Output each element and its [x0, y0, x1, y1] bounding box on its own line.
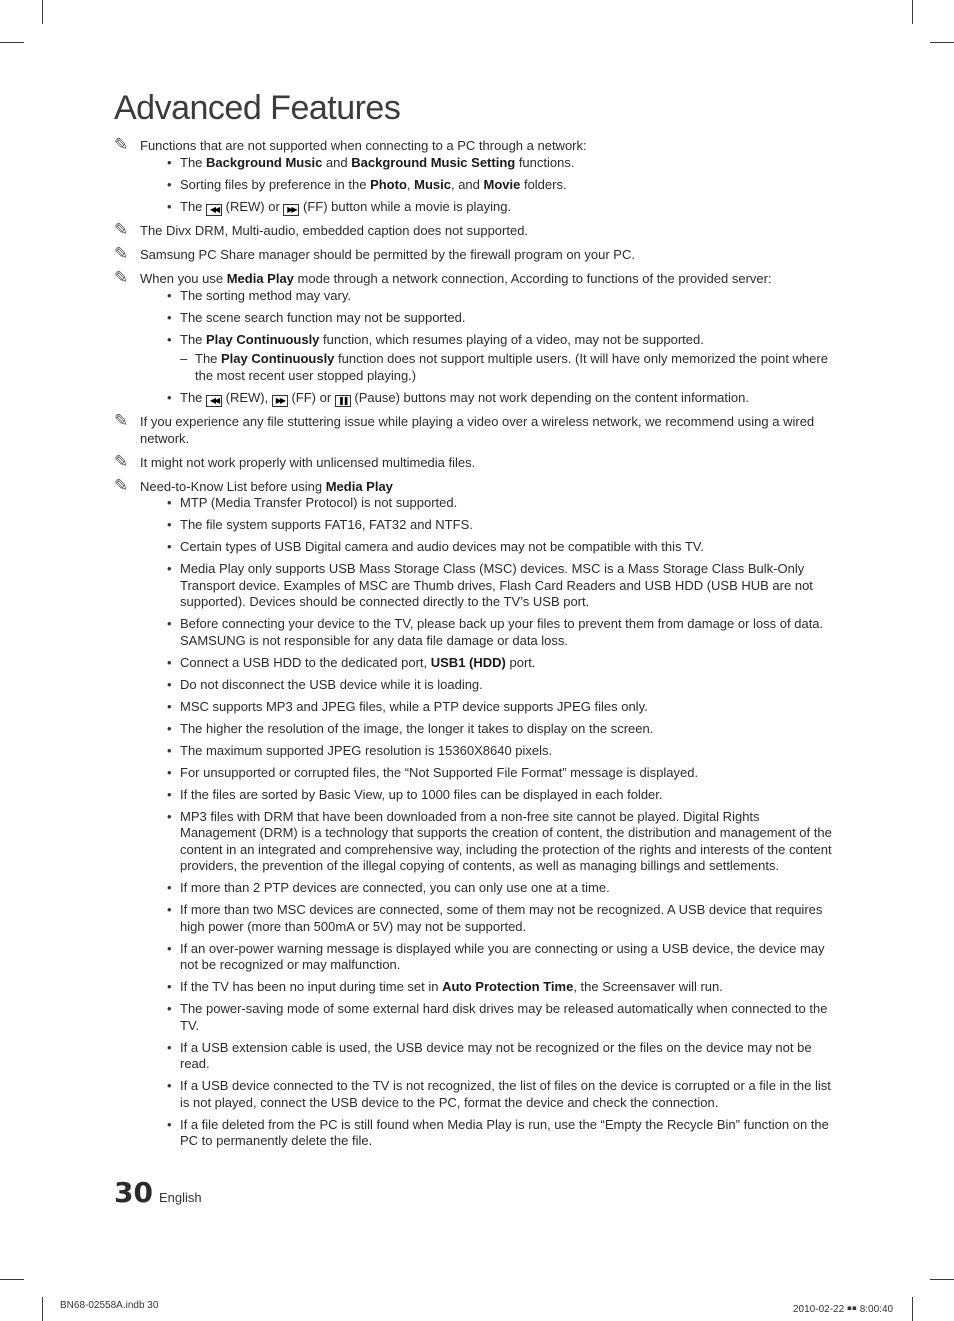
list-item: • If the files are sorted by Basic View, up to 1000 files can be displayed in each folder.	[140, 787, 838, 804]
pencil-icon: ✎	[114, 268, 129, 288]
list-item: • Before connecting your device to the TV, please back up your files to prevent them from damage or loss of data. SAMSUNG is not responsible for any data file damage or data loss.	[140, 616, 838, 649]
note-text: If you experience any file stuttering issue while playing a video over a wireless network, we recommend using a wired network.	[140, 414, 815, 446]
list-item: • If a file deleted from the PC is still found when Media Play is run, use the “Empty the Recycle Bin” function on the PC to permanently delete the file.	[140, 1117, 838, 1150]
note-text: Need-to-Know List before using Media Play	[140, 478, 393, 494]
pencil-icon: ✎	[114, 411, 129, 431]
note-text: Functions that are not supported when connecting to a PC through a network:	[140, 138, 587, 153]
list-item: • Connect a USB HDD to the dedicated port, USB1 (HDD) port.	[140, 655, 838, 672]
list-item: • If the TV has been no input during time set in Auto Protection Time, the Screensaver will run.	[140, 979, 838, 996]
pause-icon: ❚❚	[335, 395, 351, 407]
list-item: • For unsupported or corrupted files, the “Not Supported File Format” message is displayed.	[140, 765, 838, 782]
crop-mark	[912, 0, 913, 24]
list-item: • If a USB extension cable is used, the USB device may not be recognized or the files on the device may not be read.	[140, 1040, 838, 1073]
bullet-list	[140, 288, 838, 407]
list-item: • If an over-power warning message is displayed while you are connecting or using a USB device, the device may not be recognized or may malfunction.	[140, 941, 838, 974]
list-item: • MSC supports MP3 and JPEG files, while a PTP device supports JPEG files only.	[140, 699, 838, 716]
crop-mark	[930, 42, 954, 43]
list-item: • The higher the resolution of the image, the longer it takes to display on the screen.	[140, 721, 838, 738]
rewind-icon: ◀◀	[206, 395, 222, 407]
bullet-list	[140, 495, 838, 1150]
note-text: When you use Media Play mode through a network connection, According to functions of the provided server:	[140, 271, 772, 286]
rewind-icon: ◀◀	[206, 204, 222, 216]
crop-mark	[42, 1297, 43, 1321]
list-item: • The scene search function may not be supported.	[140, 310, 838, 327]
note	[114, 411, 838, 447]
page-number: 30	[114, 1176, 153, 1209]
footer-timestamp: 2010-02-22 ￭￭ 8:00:40	[793, 1304, 894, 1315]
pencil-icon: ✎	[114, 135, 129, 155]
note	[114, 220, 838, 240]
note	[114, 475, 838, 1150]
list-item: • If more than 2 PTP devices are connected, you can only use one at a time.	[140, 880, 838, 897]
fast-forward-icon: ▶▶	[272, 395, 288, 407]
bullet-list	[140, 155, 838, 216]
crop-mark	[0, 1279, 24, 1280]
crop-mark	[930, 1279, 954, 1280]
list-item: • Certain types of USB Digital camera and audio devices may not be compatible with this TV.	[140, 539, 838, 556]
list-item: • The ◀◀ (REW) or ▶▶ (FF) button while a movie is playing.	[140, 199, 838, 216]
list-item: • The ◀◀ (REW), ▶▶ (FF) or ❚❚ (Pause) buttons may not work depending on the content information.	[140, 390, 838, 407]
pencil-icon: ✎	[114, 451, 129, 472]
language-label: English	[159, 1190, 202, 1205]
list-item: • The file system supports FAT16, FAT32 and NTFS.	[140, 517, 838, 534]
content-body	[114, 135, 838, 1157]
pencil-icon: ✎	[114, 244, 129, 264]
sub-item: – The Play Continuously function does not support multiple users. (It will have only memorized the point where the most recent user stopped playing.)	[180, 351, 828, 383]
fast-forward-icon: ▶▶	[283, 204, 299, 216]
note	[114, 451, 838, 472]
note	[114, 268, 838, 407]
footer-file-info: BN68-02558A.indb 30	[60, 1300, 159, 1311]
list-item: • If more than two MSC devices are connected, some of them may not be recognized. A USB device that requires high power (more than 500mA or 5V) may not be supported.	[140, 902, 838, 935]
list-item: • MP3 files with DRM that have been downloaded from a non-free site cannot be played. Digital Rights Management (DRM) is a technology that supports the creation of content, the distribution and management of the content in an integrated and comprehensive way, including the protection of the rights and interests of the content providers, the prevention of the illegal copying of contents, as well as managing billings and settlements.	[140, 809, 838, 875]
crop-mark	[912, 1297, 913, 1321]
note	[114, 135, 838, 216]
crop-mark	[0, 42, 24, 43]
list-item: • Do not disconnect the USB device while it is loading.	[140, 677, 838, 694]
list-item: • Media Play only supports USB Mass Storage Class (MSC) devices. MSC is a Mass Storage Class Bulk-Only Transport device. Examples of MSC are Thumb drives, Flash Card Readers and USB HDD (USB HUB are not supported). Devices should be connected directly to the TV’s USB port.	[140, 561, 838, 611]
list-item: • The maximum supported JPEG resolution is 15360X8640 pixels.	[140, 743, 838, 760]
page-title: Advanced Features	[114, 89, 401, 127]
list-item: • The power-saving mode of some external hard disk drives may be released automatically when connected to the TV.	[140, 1001, 838, 1034]
note-text: The Divx DRM, Multi-audio, embedded caption does not supported.	[140, 223, 529, 238]
list-item: • The Play Continuously function, which resumes playing of a video, may not be supported. – The Play Continuously function does not support multiple users. (It will have only memorized the point where the most recent user stopped playing.)	[140, 332, 838, 385]
pencil-icon: ✎	[114, 220, 129, 240]
list-item: • If a USB device connected to the TV is not recognized, the list of files on the device is corrupted or a file in the list is not played, connect the USB device to the PC, format the device and check the connection.	[140, 1078, 838, 1111]
crop-mark	[42, 0, 43, 24]
list-item: • MTP (Media Transfer Protocol) is not supported.	[140, 495, 838, 512]
note-text: Samsung PC Share manager should be permitted by the firewall program on your PC.	[140, 247, 635, 262]
pencil-icon: ✎	[114, 475, 129, 496]
list-item: • Sorting files by preference in the Photo, Music, and Movie folders.	[140, 177, 838, 194]
note-text: It might not work properly with unlicensed multimedia files.	[140, 454, 476, 470]
list-item: • The Background Music and Background Music Setting functions.	[140, 155, 838, 172]
list-item: • The sorting method may vary.	[140, 288, 838, 305]
note	[114, 244, 838, 264]
